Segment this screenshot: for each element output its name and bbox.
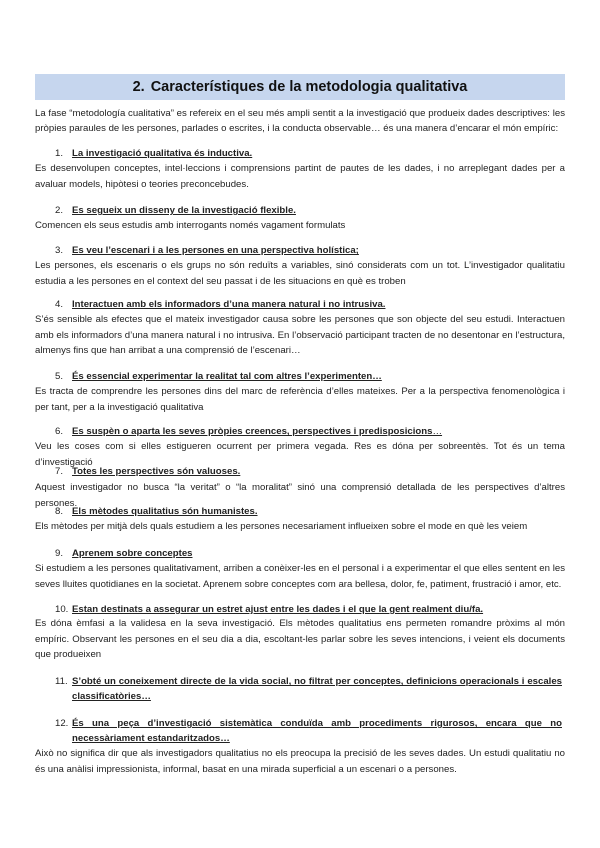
item-title: Interactuen amb els informadors d’una manera natural i no intrusiva. <box>72 299 386 310</box>
item-number: 8. <box>55 506 64 517</box>
item-number: 6. <box>55 426 64 437</box>
section-number: 2. <box>132 79 145 95</box>
item-9-text: Si estudiem a les persones qualitativament, arriben a conèixer-les en el personal i a experimentar el que elles sentent en les seves lluites quotidianes en la societat. Aprenem sobre conceptes com ara bellesa, dolor, fe, patiment, frustració i amor, etc. <box>35 563 565 590</box>
item-11-number: 11. <box>55 676 68 687</box>
item-title: És essencial experimentar la realitat tal com altres l’experimenten… <box>72 371 382 382</box>
section-heading <box>35 74 565 100</box>
item-4-text: S’és sensible als efectes que el mateix investigador causa sobre les persones que son objecte del seu estudi. Interactuen amb els informadors d’una manera natural i no intrusiva. En l’observació participant tracten de no desentonar en l’estructura, almenys fins que han arribat a una comprensió de l’escenari… <box>35 314 565 356</box>
item-number: 10. <box>55 604 69 615</box>
item-title: Totes les perspectives són valuoses. <box>72 466 241 477</box>
item-10-text: Es dóna èmfasi a la validesa en la seva investigació. Els mètodes qualitatius ens permeten romandre pròxims al món empíric. Observant les persones en el seu dia a dia, escoltant-les parlar sobre les seves intencions, i veient els documents que produeixen <box>35 618 565 660</box>
item-7-text: Aquest investigador no busca “la veritat” o “la moralitat” sinó una comprensió detallada de les perspectives d’altres persones. <box>35 482 565 509</box>
item-number: 7. <box>55 466 64 477</box>
item-12-number: 12. <box>55 718 69 729</box>
item-title <box>72 425 442 438</box>
item-title: Es segueix un disseny de la investigació flexible. <box>72 205 296 216</box>
item-5-text: Es tracta de comprendre les persones dins del marc de referència d’elles mateixes. Per a la perspectiva fenomenològica i per tant, per a la investigació qualitativa <box>35 386 565 413</box>
item-6-text: Veu les coses com si elles estigueren ocurrent per primera vegada. Res es dóna per sobreentès. Tot és un tema d’investigació <box>35 441 565 468</box>
item-number: 9. <box>55 548 64 559</box>
item-title: Estan destinats a assegurar un estret ajust entre les dades i el que la gent realment diu/fa. <box>72 604 484 615</box>
item-12-heading: És una peça d’investigació sistemàtica conduïda amb procediments rigurosos, encara que no necessàriament estandaritzados… <box>72 718 562 744</box>
item-12-text: Això no significa dir que als investigadors qualitatius no els preocupa la precisió de les seves dades. Un estudi qualitatiu no és una anàlisi impressionista, informal, basat en una mirada superficial a un escenari o a persones. <box>35 748 565 775</box>
section-title: Característiques de la metodologia qualitativa <box>150 79 468 95</box>
item-number: 4. <box>55 299 64 310</box>
item-1-text: Es desenvolupen conceptes, intel·leccions i comprensions partint de pautes de les dades, i no arreplegant dades per a avaluar models, hipòtesi o teories preconcebudes. <box>35 163 565 190</box>
item-number: 5. <box>55 371 64 382</box>
item-2-text: Comencen els seus estudis amb interrogants només vagament formulats <box>35 220 346 231</box>
item-number: 2. <box>55 205 64 216</box>
item-number: 1. <box>55 148 64 159</box>
item-title-ellipsis: … <box>432 426 443 437</box>
item-3-text: Les persones, els escenaris o els grups no són reduïts a variables, sinó considerats com un tot. L’investigador qualitatiu estudia a les persones en el context del seu passat i de les situacions en què es troben <box>35 260 565 287</box>
item-title: Aprenem sobre conceptes <box>72 548 193 559</box>
item-title: Els mètodes qualitatius són humanistes. <box>72 506 258 517</box>
item-11-heading: S’obté un coneixement directe de la vida social, no filtrat per conceptes, definicions operacionals i escales classificatòries… <box>72 676 562 702</box>
item-title-text: Es suspèn o aparta les seves pròpies creences, perspectives i predisposicions <box>72 426 433 437</box>
item-title: Es veu l’escenari i a les persones en una perspectiva holística; <box>72 245 359 256</box>
item-8-text: Els mètodes per mitjà dels quals estudiem a les persones necesariament influeixen sobre el mode en què les veiem <box>35 521 528 532</box>
item-title: La investigació qualitativa és inductiva. <box>72 148 253 159</box>
item-number: 3. <box>55 245 64 256</box>
intro-paragraph: La fase “metodología cualitativa” es refereix en el seu més ampli sentit a la investigació que produeix dades descriptives: les pròpies paraules de les persones, parlades o escrites, i la conducta observable… és una manera d’encarar el món empíric: <box>35 108 565 134</box>
